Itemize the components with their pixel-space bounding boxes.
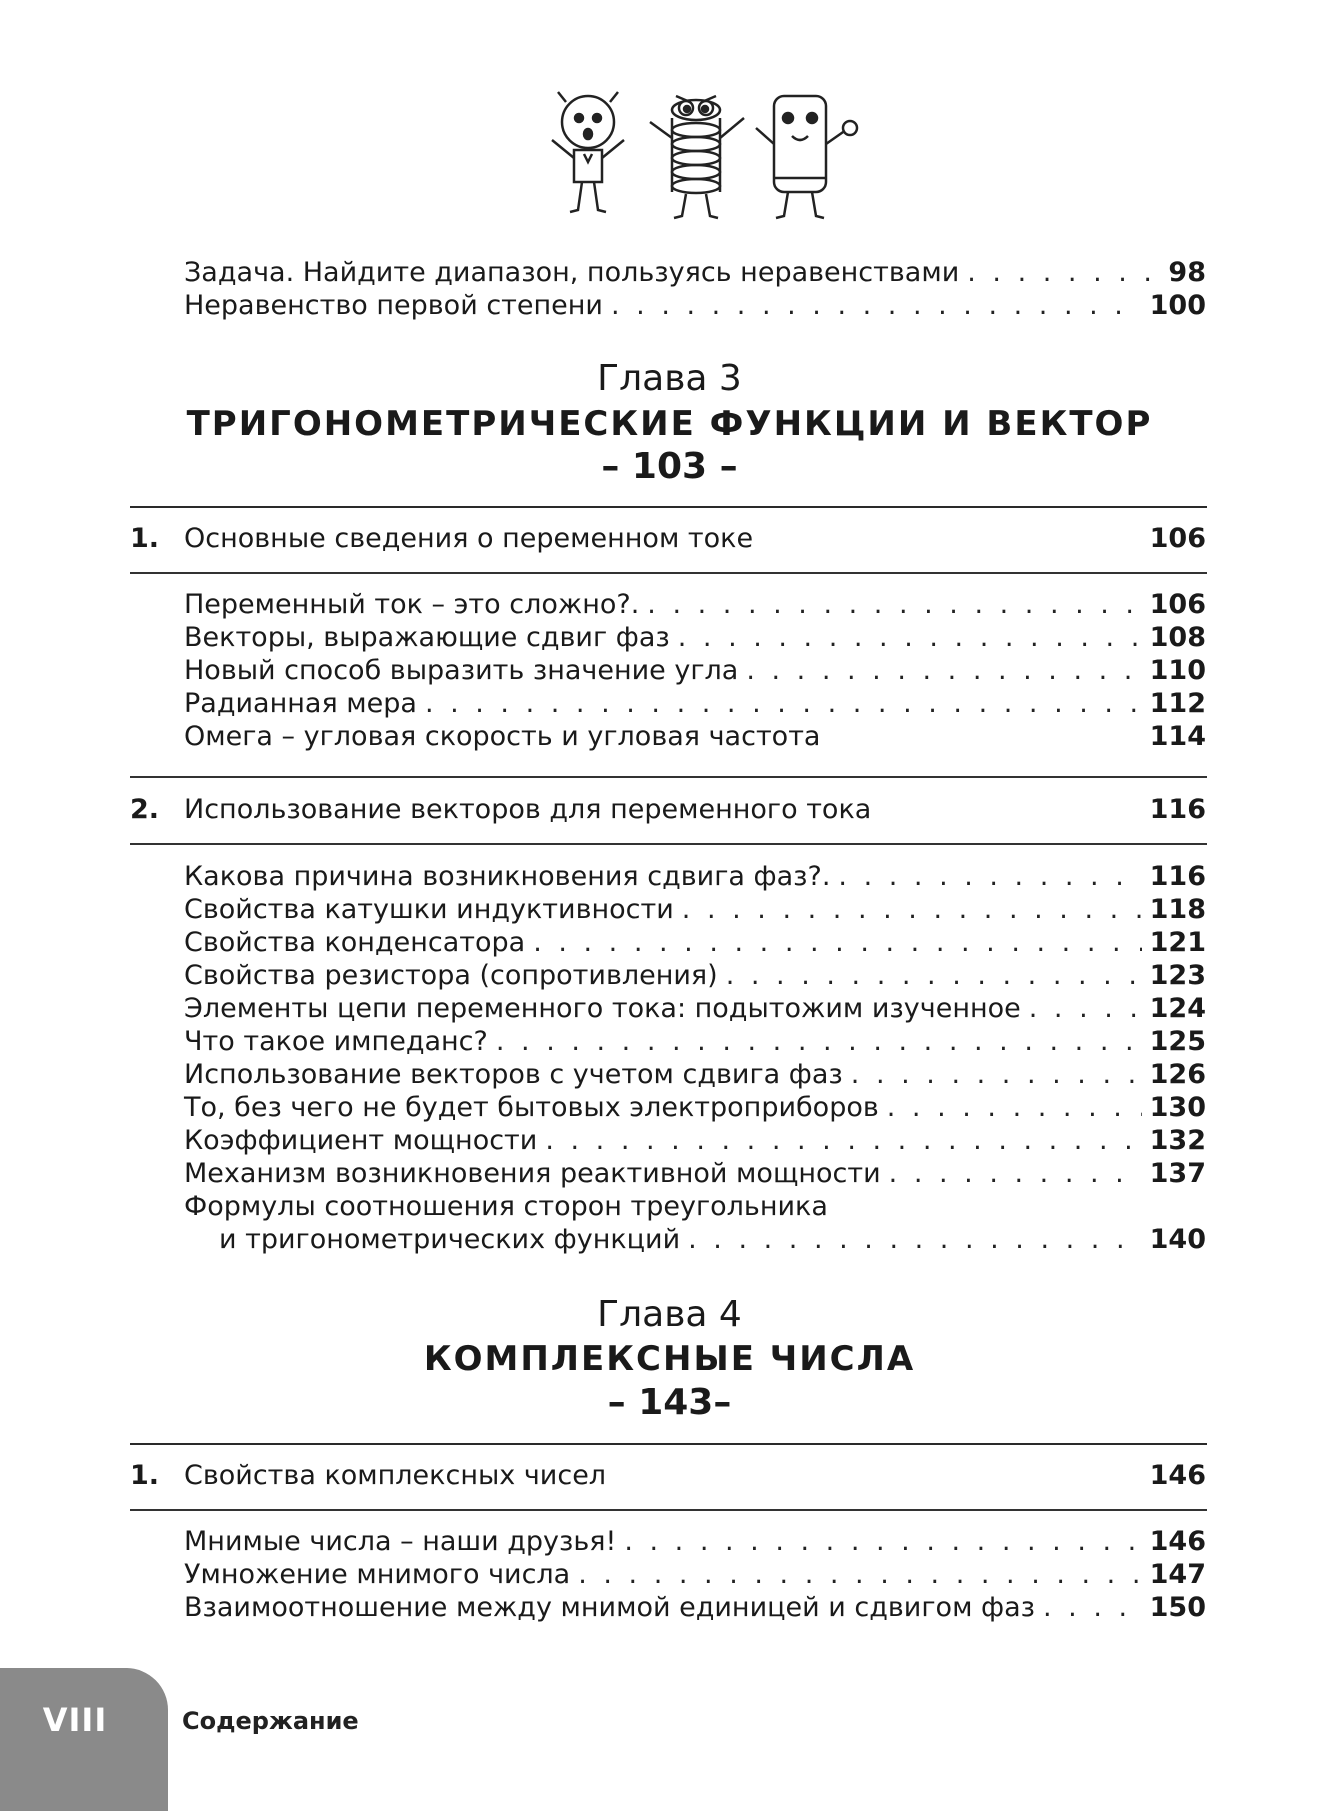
section-page: 106 [1149,523,1206,554]
toc-entry[interactable] [184,687,1206,720]
section-title: Использование векторов для переменного тока [184,794,872,825]
entry-title: Неравенство первой степени [184,290,603,321]
dot-leader [967,256,1152,289]
page-number: VIII [42,1701,108,1739]
entry-title: Задача. Найдите диапазон, пользуясь неравенствами [184,257,960,288]
dot-leader [746,654,1141,687]
toc-entry[interactable] [184,893,1206,926]
running-title: Содержание [182,1707,359,1735]
entry-title-continued: и тригонометрических функций [219,1224,681,1255]
page-number-tab [0,1668,168,1811]
entry-page: 126 [1149,1059,1206,1090]
dot-leader [624,1525,1141,1558]
entry-page: 110 [1149,655,1206,686]
entry-page: 98 [1168,257,1206,288]
section-number: 2. [130,794,160,825]
section-rule [130,572,1207,574]
entry-title: Элементы цепи переменного тока: подытожим изученное [184,993,1021,1024]
entry-title: Векторы, выражающие сдвиг фаз [184,622,670,653]
entry-page: 116 [1149,861,1206,892]
toc-entry[interactable] [184,1558,1206,1591]
chapter-label: Глава 4 [597,1294,742,1335]
entry-title: Мнимые числа – наши друзья! [184,1526,617,1557]
chapter-title: ТРИГОНОМЕТРИЧЕСКИЕ ФУНКЦИИ И ВЕКТОР [186,404,1153,444]
entry-page: 146 [1149,1526,1206,1557]
section-rule [130,1509,1207,1511]
toc-entry[interactable] [184,992,1206,1025]
entry-page: 112 [1149,688,1206,719]
toc-entry[interactable] [184,860,1206,893]
dot-leader [533,926,1141,959]
entry-page: 150 [1149,1592,1206,1623]
entry-page: 123 [1149,960,1206,991]
entry-title: Какова причина возникновения сдвига фаз?. [184,861,831,892]
toc-entry[interactable] [184,926,1206,959]
dot-leader [647,588,1141,621]
dot-leader [889,1157,1142,1190]
section-title: Основные сведения о переменном токе [184,523,754,554]
entry-title: Свойства конденсатора [184,927,526,958]
entry-title: Формулы соотношения сторон треугольника [184,1191,828,1222]
entry-title: Механизм возникновения реактивной мощности [184,1158,881,1189]
dot-leader [425,687,1142,720]
entry-page: 140 [1149,1224,1206,1255]
section-number: 1. [130,523,160,554]
entry-title: Радианная мера [184,688,417,719]
section-page: 146 [1149,1460,1206,1491]
toc-entry[interactable] [184,1157,1206,1190]
chapter-start-page: – 103 – [601,446,738,487]
section-page: 116 [1149,794,1206,825]
entry-title: Коэффициент мощности [184,1125,538,1156]
entry-page: 121 [1149,927,1206,958]
dot-leader [726,959,1142,992]
entry-title: Взаимоотношение между мнимой единицей и сдвигом фаз [184,1592,1036,1623]
entry-title: Омега – угловая скорость и угловая частота [184,721,821,752]
entry-page: 124 [1149,993,1206,1024]
toc-entry[interactable] [184,959,1206,992]
section-title: Свойства комплексных чисел [184,1460,607,1491]
section-rule [130,1443,1207,1445]
mascot-illustration [530,88,870,228]
toc-section[interactable] [130,1459,1206,1492]
toc-entry[interactable] [184,621,1206,654]
toc-entry-line1[interactable] [184,1190,1206,1223]
entry-page: 130 [1149,1092,1206,1123]
entry-page: 106 [1149,589,1206,620]
entry-page: 108 [1149,622,1206,653]
toc-entry[interactable] [184,1058,1206,1091]
entry-title: Использование векторов с учетом сдвига фаз [184,1059,843,1090]
entry-title: Переменный ток – это сложно?. [184,589,640,620]
toc-entry[interactable] [184,256,1206,289]
dot-leader [1029,992,1142,1025]
chapter-label: Глава 3 [597,358,742,399]
entry-title: Свойства катушки индуктивности [184,894,674,925]
entry-title: Новый способ выразить значение угла [184,655,739,686]
dot-leader [851,1058,1142,1091]
dot-leader [838,860,1141,893]
dot-leader [611,289,1142,322]
toc-entry[interactable] [184,1124,1206,1157]
entry-page: 114 [1149,721,1206,752]
toc-entry-line2[interactable] [219,1223,1206,1256]
dot-leader [545,1124,1141,1157]
entry-page: 147 [1149,1559,1206,1590]
dot-leader [688,1223,1141,1256]
chapter-title: КОМПЛЕКСНЫЕ ЧИСЛА [423,1339,916,1379]
dot-leader [682,893,1142,926]
section-rule [130,843,1207,845]
toc-entry[interactable] [184,1025,1206,1058]
section-rule [130,506,1207,508]
section-number: 1. [130,1460,160,1491]
dot-leader [887,1091,1142,1124]
toc-entry[interactable] [184,654,1206,687]
toc-entry[interactable] [184,720,1206,753]
toc-entry[interactable] [184,1091,1206,1124]
dot-leader [1043,1591,1142,1624]
entry-page: 132 [1149,1125,1206,1156]
entry-title: Что такое импеданс? [184,1026,488,1057]
toc-entry[interactable] [184,1591,1206,1624]
toc-section[interactable] [130,793,1206,826]
section-rule [130,776,1207,778]
chapter-start-page: – 143– [607,1382,732,1423]
dot-leader [578,1558,1141,1591]
entry-page: 137 [1149,1158,1206,1189]
entry-page: 100 [1149,290,1206,321]
toc-entry[interactable] [184,588,1206,621]
dot-leader [678,621,1142,654]
toc-entry[interactable] [184,1525,1206,1558]
entry-page: 125 [1149,1026,1206,1057]
toc-entry[interactable] [184,289,1206,322]
entry-title: То, без чего не будет бытовых электроприборов [184,1092,879,1123]
entry-page: 118 [1149,894,1206,925]
dot-leader [496,1025,1142,1058]
entry-title: Умножение мнимого числа [184,1559,571,1590]
entry-title: Свойства резистора (сопротивления) [184,960,718,991]
toc-section[interactable] [130,522,1206,555]
